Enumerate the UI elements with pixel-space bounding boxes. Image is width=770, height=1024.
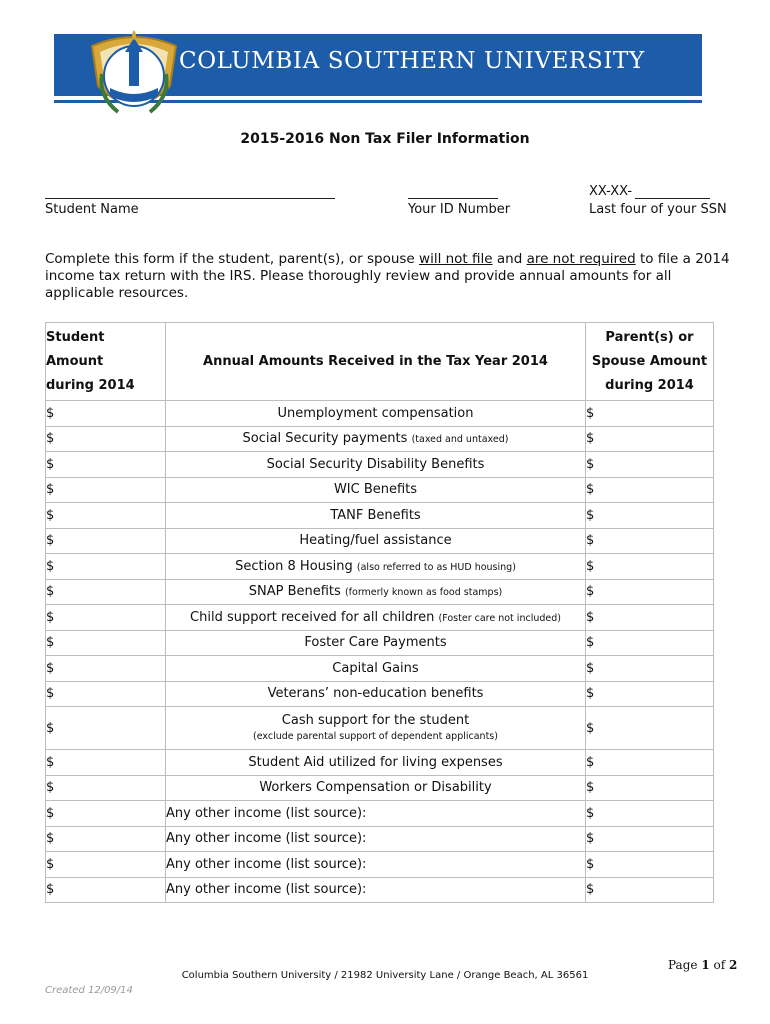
student-amount-cell[interactable]: $ <box>46 477 166 503</box>
parent-amount-cell[interactable]: $ <box>586 852 714 878</box>
income-type-cell <box>166 801 586 827</box>
table-row <box>46 681 714 707</box>
income-type-label: Workers Compensation or Disability <box>259 780 492 796</box>
income-type-label: Social Security Disability Benefits <box>266 456 485 472</box>
income-type-label: Child support received for all children <box>190 609 435 625</box>
parent-amount-cell[interactable]: $ <box>586 801 714 827</box>
parent-amount-cell[interactable]: $ <box>586 579 714 605</box>
income-type-label: Section 8 Housing <box>235 558 353 574</box>
ssn-label: Last four of your SSN <box>589 202 727 217</box>
table-row <box>46 801 714 827</box>
income-type-label: Heating/fuel assistance <box>299 533 452 549</box>
income-type-cell <box>166 630 586 656</box>
income-type-cell <box>166 426 586 452</box>
income-type-cell <box>166 554 586 580</box>
student-amount-cell[interactable]: $ <box>46 426 166 452</box>
income-type-cell <box>166 681 586 707</box>
income-type-label: Student Aid utilized for living expenses <box>248 754 503 770</box>
student-amount-cell[interactable]: $ <box>46 750 166 776</box>
table-row <box>46 605 714 631</box>
parent-amount-cell[interactable]: $ <box>586 826 714 852</box>
logo-text: COLUMBIA SOUTHERN UNIVERSITY <box>179 48 645 74</box>
income-type-label: Social Security payments <box>242 431 408 447</box>
income-type-cell <box>166 528 586 554</box>
income-type-label: Cash support for the student <box>281 713 470 728</box>
parent-amount-cell[interactable]: $ <box>586 554 714 580</box>
student-amount-cell[interactable]: $ <box>46 401 166 427</box>
will-not-file-text: will not file <box>419 251 493 267</box>
income-type-label: Foster Care Payments <box>304 635 447 651</box>
table-row <box>46 503 714 529</box>
parent-amount-cell[interactable]: $ <box>586 401 714 427</box>
parent-amount-cell[interactable]: $ <box>586 707 714 750</box>
table-row <box>46 452 714 478</box>
not-required-text: are not required <box>526 251 636 267</box>
student-amount-cell[interactable]: $ <box>46 801 166 827</box>
student-name-field[interactable] <box>45 198 335 199</box>
income-type-cell <box>166 877 586 903</box>
form-title: 2015-2016 Non Tax Filer Information <box>240 131 530 147</box>
student-amount-header: Student Amount during 2014 <box>46 323 166 401</box>
table-row <box>46 554 714 580</box>
student-amount-cell[interactable]: $ <box>46 775 166 801</box>
income-type-note: (Foster care not included) <box>438 612 561 624</box>
income-type-cell <box>166 707 586 750</box>
income-type-label: Unemployment compensation <box>277 405 474 421</box>
parent-amount-header: Parent(s) or Spouse Amount during 2014 <box>586 323 714 401</box>
footer-address: Columbia Southern University / 21982 University Lane / Orange Beach, AL 36561 <box>181 970 589 981</box>
income-type-note: (taxed and untaxed) <box>411 434 509 446</box>
table-row <box>46 775 714 801</box>
ssn-field[interactable] <box>635 198 710 199</box>
parent-amount-cell[interactable]: $ <box>586 877 714 903</box>
table-row <box>46 750 714 776</box>
student-amount-cell[interactable]: $ <box>46 681 166 707</box>
income-type-label: SNAP Benefits <box>248 584 341 600</box>
id-number-field[interactable] <box>408 198 498 199</box>
parent-amount-cell[interactable]: $ <box>586 528 714 554</box>
table-row <box>46 852 714 878</box>
table-row <box>46 579 714 605</box>
parent-amount-cell[interactable]: $ <box>586 656 714 682</box>
page-number: Page 1 of 2 <box>668 958 738 972</box>
parent-amount-cell[interactable]: $ <box>586 775 714 801</box>
income-type-label: WIC Benefits <box>333 482 418 498</box>
income-type-label: Any other income (list source): <box>166 831 367 847</box>
income-type-cell <box>166 503 586 529</box>
parent-amount-cell[interactable]: $ <box>586 503 714 529</box>
parent-amount-cell[interactable]: $ <box>586 426 714 452</box>
student-amount-cell[interactable]: $ <box>46 826 166 852</box>
income-type-cell <box>166 852 586 878</box>
income-type-cell <box>166 826 586 852</box>
instructions-paragraph: Complete this form if the student, parent(s), or spouse will not file and are not required to file a 2014 income tax return with the IRS. Please thoroughly review and provide annual amounts for all applicable resources. <box>45 251 730 301</box>
income-type-cell <box>166 401 586 427</box>
student-amount-cell[interactable]: $ <box>46 877 166 903</box>
table-row <box>46 477 714 503</box>
student-amount-cell[interactable]: $ <box>46 528 166 554</box>
income-type-label: Any other income (list source): <box>166 882 367 898</box>
table-row <box>46 426 714 452</box>
income-type-label: Any other income (list source): <box>166 805 367 821</box>
table-row <box>46 401 714 427</box>
table-row <box>46 630 714 656</box>
parent-amount-cell[interactable]: $ <box>586 605 714 631</box>
parent-amount-cell[interactable]: $ <box>586 681 714 707</box>
table-row <box>46 826 714 852</box>
table-row <box>46 528 714 554</box>
annual-amounts-header: Annual Amounts Received in the Tax Year 2014 <box>166 323 586 401</box>
student-amount-cell[interactable]: $ <box>46 452 166 478</box>
income-table <box>45 322 714 903</box>
income-type-cell <box>166 605 586 631</box>
income-type-cell <box>166 579 586 605</box>
parent-amount-cell[interactable]: $ <box>586 477 714 503</box>
income-type-note: (also referred to as HUD housing) <box>356 561 516 573</box>
student-name-label: Student Name <box>45 202 139 217</box>
created-date: Created 12/09/14 <box>45 985 133 996</box>
table-row <box>46 877 714 903</box>
income-type-cell <box>166 775 586 801</box>
parent-amount-cell[interactable]: $ <box>586 630 714 656</box>
id-number-label: Your ID Number <box>408 202 511 217</box>
student-amount-cell[interactable]: $ <box>46 656 166 682</box>
student-amount-cell[interactable]: $ <box>46 503 166 529</box>
income-type-cell <box>166 750 586 776</box>
income-type-note: (formerly known as food stamps) <box>344 587 503 599</box>
ssn-prefix: XX-XX- <box>589 184 633 199</box>
student-amount-cell[interactable]: $ <box>46 605 166 631</box>
parent-amount-cell[interactable]: $ <box>586 452 714 478</box>
parent-amount-cell[interactable]: $ <box>586 750 714 776</box>
income-type-note: (exclude parental support of dependent applicants) <box>253 731 498 742</box>
income-type-label: TANF Benefits <box>330 507 421 523</box>
student-amount-cell[interactable]: $ <box>46 707 166 750</box>
student-amount-cell[interactable]: $ <box>46 579 166 605</box>
income-type-label: Capital Gains <box>332 660 419 676</box>
crest-icon <box>78 16 190 128</box>
student-amount-cell[interactable]: $ <box>46 630 166 656</box>
income-type-cell <box>166 452 586 478</box>
income-type-label: Any other income (list source): <box>166 856 367 872</box>
table-row <box>46 656 714 682</box>
student-amount-cell[interactable]: $ <box>46 554 166 580</box>
income-type-label: Veterans’ non-education benefits <box>267 686 484 702</box>
income-type-cell <box>166 656 586 682</box>
income-type-cell <box>166 477 586 503</box>
student-amount-cell[interactable]: $ <box>46 852 166 878</box>
table-row <box>46 707 714 750</box>
